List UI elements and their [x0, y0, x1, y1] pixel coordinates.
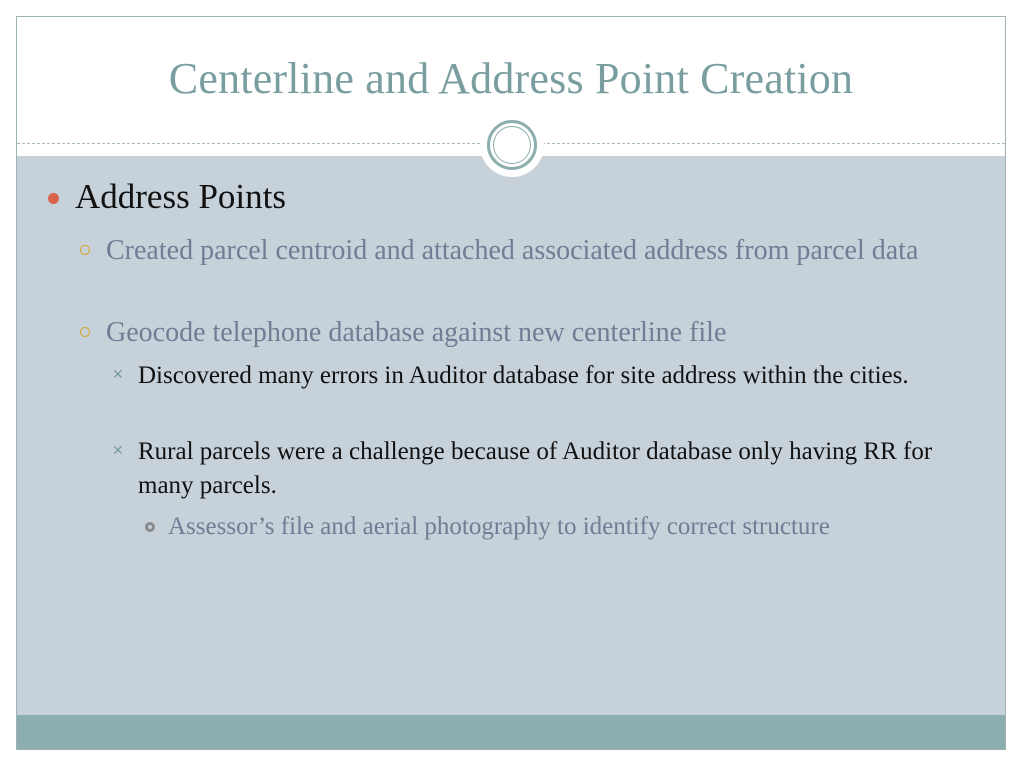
footer-band — [17, 715, 1005, 749]
filled-circle-bullet-icon — [48, 193, 59, 204]
slide-title: Centerline and Address Point Creation — [168, 54, 854, 103]
hollow-circle-bullet-icon — [80, 245, 90, 255]
ornament-ring — [487, 120, 537, 170]
hollow-circle-bullet-icon — [80, 327, 90, 337]
bullet-geocode-telephone-database: Geocode telephone database against new centerline file — [106, 317, 727, 348]
divider-ornament-icon — [480, 113, 544, 177]
bullet-discovered-errors: Discovered many errors in Auditor database for site address within the cities. — [138, 362, 909, 389]
ornament-ring-inner — [493, 126, 531, 164]
bullet-assessor-file: Assessor’s file and aerial photography to identify correct structure — [168, 513, 830, 540]
ring-bullet-icon — [145, 522, 155, 532]
bullet-address-points: Address Points — [75, 177, 286, 216]
bullet-rural-parcels: Rural parcels were a challenge because of Auditor database only having RR for many parcels. — [138, 438, 933, 499]
slide — [16, 16, 1006, 750]
bullet-created-parcel-centroid: Created parcel centroid and attached associated address from parcel data — [106, 235, 919, 266]
x-mark-bullet-icon: ✕ — [112, 367, 124, 383]
x-mark-bullet-icon: ✕ — [112, 443, 124, 459]
